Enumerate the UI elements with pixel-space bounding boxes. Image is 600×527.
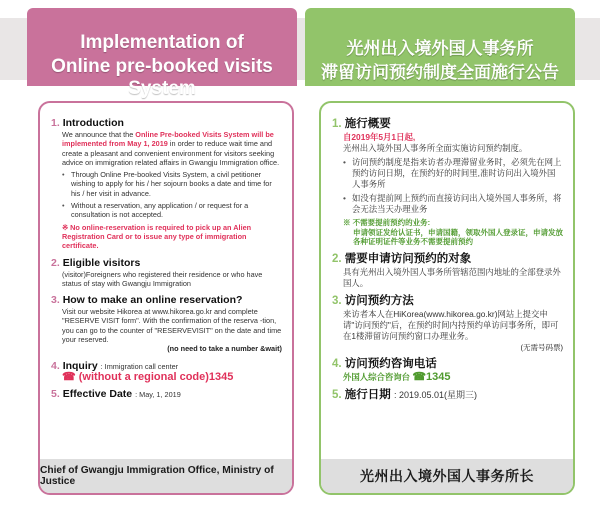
section-overview-title (332, 117, 563, 132)
section-number: 4. (332, 357, 342, 370)
intro-highlight: Online Pre-booked Visits System will be implemented from May 1, 2019 (62, 130, 274, 149)
section-title-text: 施行日期 (344, 388, 391, 401)
intro-bullet-1: • Through Online Pre-booked Visits System, a civil petitioner wishing to apply for his / her sojourn books a date and time for his / her visit in advance. (62, 170, 282, 198)
intro-text-a: We announce that the (62, 130, 136, 139)
overview-note-body: 申请领证发给认证书，申请国籍，领取外国人登录证，申请发放各种证明证件等业务不需要提前预约 (353, 227, 563, 246)
section-title-text: 访问预约咨询电话 (344, 357, 437, 370)
method-paragraph: 来访者本人在HiKorea(www.hikorea.go.kr)网站上提交申请"访问预约"后，在预约时间内持预约单访问事务所，即可在1楼滞留访问预约窗口办理业务。 (343, 308, 559, 341)
intro-bullet-2: • Without a reservation, any application / or request for a consultation is not accepted. (62, 201, 282, 220)
phone-line (332, 372, 563, 383)
section-introduction-title (51, 117, 282, 130)
section-number: 3. (51, 294, 60, 307)
section-number: 1. (332, 118, 342, 130)
section-title-text: Inquiry (62, 359, 98, 372)
inquiry-phone[interactable]: ☎ (without a regional code)1345 (62, 370, 234, 383)
how-paragraph: Visit our website Hikorea at www.hikorea.go.kr and complete "RESERVE VISIT form". With the confirmation of the reserva -tion, you can go to the counter of "RESERVEVISIT" on the date and time your reserved. (62, 307, 282, 345)
section-title-text: How to make an online reservation? (62, 294, 243, 307)
section-title-text: 需要申请访问预约的对象 (344, 252, 472, 265)
chinese-signature: 光州出入境外国人事务所长 (321, 459, 573, 493)
section-number: 3. (332, 294, 342, 307)
section-title-text: Effective Date (62, 387, 133, 400)
phone-label: 外国人综合咨询台 (343, 371, 410, 382)
english-header (27, 8, 297, 99)
method-note: (无需号码票) (520, 342, 563, 352)
intro-note: ※ No online-reservation is required to pick up an Alien Registration Card or to issue any type of immigration certificate. (62, 222, 252, 251)
overview-note (343, 218, 563, 247)
section-number: 2. (332, 252, 342, 265)
section-target-title (332, 252, 563, 267)
how-note: (no need to take a number &wait) (167, 344, 282, 354)
section-number: 5. (332, 388, 342, 401)
english-panel (38, 101, 294, 495)
overview-text: 光州出入境外国人事务所全面实施访问预约制度。 (343, 143, 528, 153)
section-number: 2. (51, 256, 60, 269)
section-title-text: 访问预约方法 (344, 294, 414, 307)
phone-number[interactable]: ☎1345 (412, 370, 451, 383)
section-title-text: 施行概要 (344, 118, 391, 130)
section-effective-title (51, 388, 282, 401)
section-eligible-title (51, 257, 282, 270)
effective-date: : May, 1, 2019 (135, 389, 181, 399)
section-number: 1. (51, 117, 60, 129)
english-signature: Chief of Gwangju Immigration Office, Ministry of Justice (40, 459, 292, 493)
section-phone-title (332, 357, 563, 372)
section-method-title (332, 294, 563, 309)
english-title-line1: Implementation of (80, 32, 244, 53)
overview-note-title: ※ 不需要提前预约的业务: (343, 218, 431, 227)
target-paragraph: 具有光州出入境外国人事务所管辖范围内地址的全部登录外国人。 (343, 266, 561, 288)
chinese-panel (319, 101, 575, 495)
chinese-title-line2: 滞留访问预约制度全面施行公告 (321, 63, 559, 82)
intro-text-c: in order to reduce wait time and create a pleasant and convenient environment for visitors seeking advice on immigration related affairs in Gwangju Immigration office. (62, 139, 280, 167)
section-how-title (51, 294, 282, 307)
eligible-paragraph: (visitor)Foreigners who registered their residence or who have status of stay with Gwangju Immigration (62, 269, 263, 288)
section-date-title (332, 388, 563, 403)
section-number: 5. (51, 387, 60, 400)
chinese-header (305, 8, 575, 86)
introduction-paragraph (51, 130, 282, 167)
english-title-line2: Online pre-booked visits System (51, 56, 273, 99)
implementation-date: : 2019.05.01(星期三) (394, 389, 478, 400)
section-title-text: Eligible visitors (62, 256, 141, 269)
overview-bullet-1: • 访问预约制度是指来访者办理滞留业务时，必须先在网上预约访问日期，在预约好的时间里,准时访问出入境外国人事务所 (343, 157, 563, 190)
section-number: 4. (51, 359, 60, 372)
overview-paragraph (332, 132, 563, 154)
section-title-text: Introduction (62, 117, 124, 129)
chinese-title-line1: 光州出入境外国人事务所 (346, 39, 534, 58)
overview-bullet-2: • 如没有提前网上预约而直接访问出入境外国人事务所，将会无法当天办理业务 (343, 193, 563, 215)
inquiry-label: : Immigration call center (100, 361, 179, 371)
overview-date: 自2019年5月1日起, (343, 132, 416, 142)
